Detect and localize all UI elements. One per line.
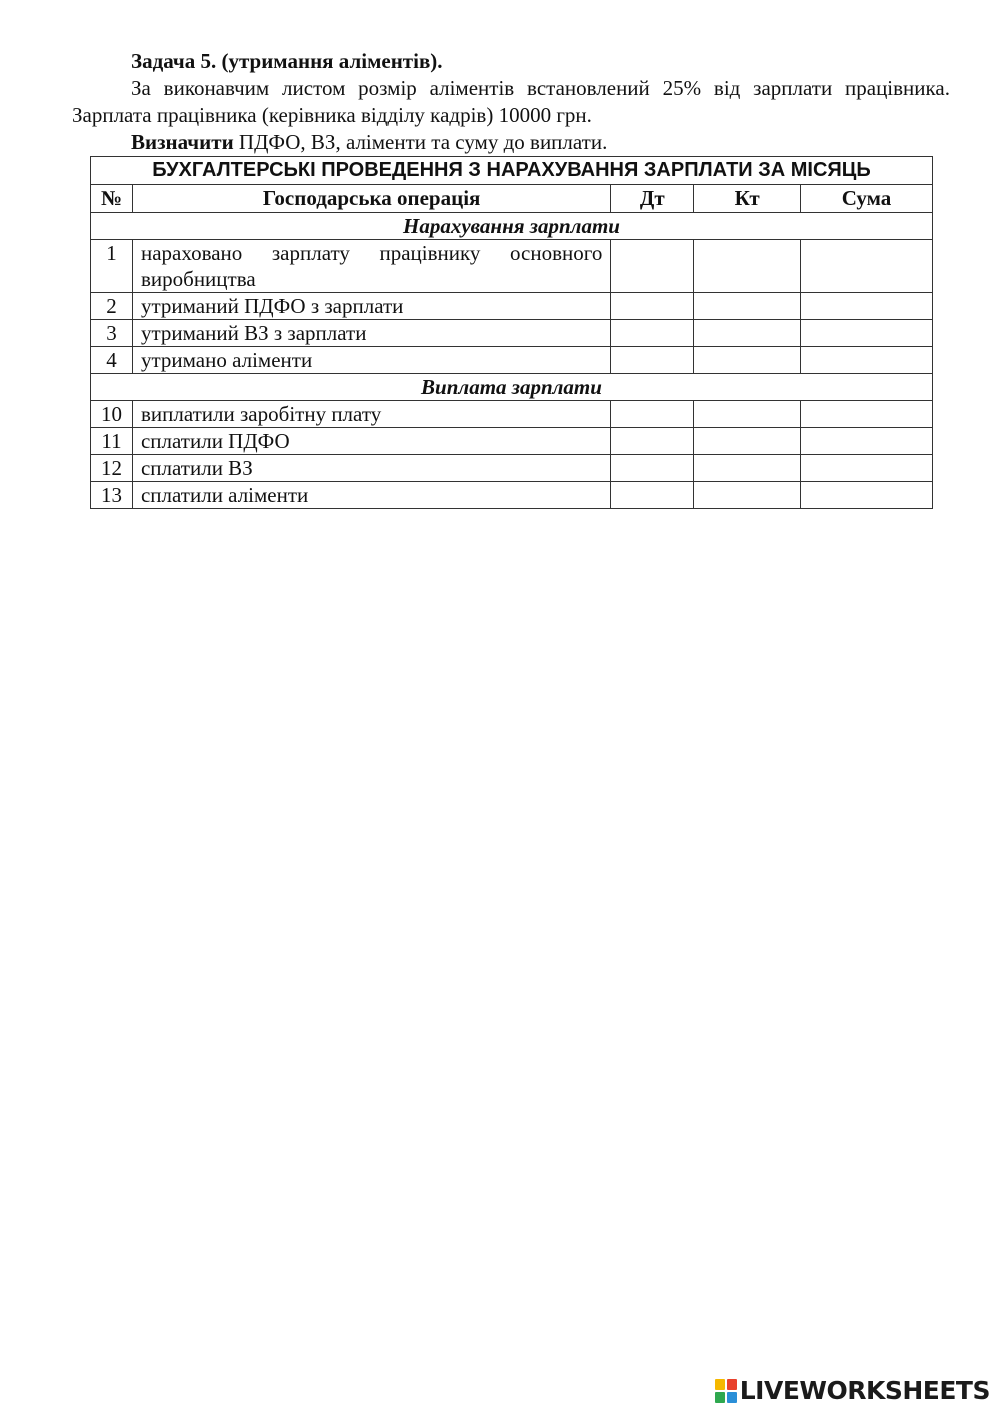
row-sum-cell[interactable] <box>801 455 933 482</box>
task-text: За виконавчим листом розмір аліментів встановлений 25% від зарплати працівника. Зарплата працівника (керівника відділу кадрів) 10000 грн. <box>72 76 950 127</box>
row-number: 1 <box>91 240 133 293</box>
table-row <box>91 455 933 482</box>
row-kt-cell[interactable] <box>694 320 801 347</box>
row-operation: сплатили ВЗ <box>132 455 610 482</box>
table-row <box>91 320 933 347</box>
table-row <box>91 240 933 293</box>
row-number: 3 <box>91 320 133 347</box>
table-title: БУХГАЛТЕРСЬКІ ПРОВЕДЕННЯ З НАРАХУВАННЯ ЗАРПЛАТИ ЗА МІСЯЦЬ <box>91 157 933 185</box>
row-dt-cell[interactable] <box>611 293 694 320</box>
header-kt: Кт <box>694 185 801 213</box>
row-kt-cell[interactable] <box>694 428 801 455</box>
table-row <box>91 428 933 455</box>
section-row <box>91 374 933 401</box>
row-dt-cell[interactable] <box>611 320 694 347</box>
liveworksheets-logo-icon <box>715 1379 737 1403</box>
row-number: 11 <box>91 428 133 455</box>
row-dt-cell[interactable] <box>611 428 694 455</box>
table-row <box>91 401 933 428</box>
row-sum-cell[interactable] <box>801 293 933 320</box>
task-title: Задача 5. (утримання аліментів). <box>131 49 443 73</box>
row-dt-cell[interactable] <box>611 347 694 374</box>
row-sum-cell[interactable] <box>801 401 933 428</box>
task-question-rest: ПДФО, ВЗ, аліменти та суму до виплати. <box>233 130 608 154</box>
row-number: 2 <box>91 293 133 320</box>
header-dt: Дт <box>611 185 694 213</box>
row-number: 10 <box>91 401 133 428</box>
row-operation: утримано аліменти <box>132 347 610 374</box>
row-dt-cell[interactable] <box>611 240 694 293</box>
row-kt-cell[interactable] <box>694 401 801 428</box>
row-sum-cell[interactable] <box>801 482 933 509</box>
row-kt-cell[interactable] <box>694 347 801 374</box>
logo-square <box>727 1392 737 1403</box>
header-num: № <box>91 185 133 213</box>
header-sum: Сума <box>801 185 933 213</box>
row-dt-cell[interactable] <box>611 482 694 509</box>
header-operation: Господарська операція <box>132 185 610 213</box>
task-question-bold: Визначити <box>131 130 234 154</box>
section-title: Нарахування зарплати <box>91 213 933 240</box>
row-operation: утриманий ПДФО з зарплати <box>132 293 610 320</box>
task-block <box>72 48 950 156</box>
row-number: 12 <box>91 455 133 482</box>
row-operation: утриманий ВЗ з зарплати <box>132 320 610 347</box>
row-kt-cell[interactable] <box>694 482 801 509</box>
row-sum-cell[interactable] <box>801 240 933 293</box>
table-row <box>91 293 933 320</box>
row-number: 13 <box>91 482 133 509</box>
row-dt-cell[interactable] <box>611 401 694 428</box>
liveworksheets-brand <box>715 1376 990 1405</box>
table-row <box>91 482 933 509</box>
logo-square <box>715 1379 725 1390</box>
table-title-row <box>91 157 933 185</box>
logo-square <box>727 1379 737 1390</box>
row-operation: сплатили аліменти <box>132 482 610 509</box>
row-kt-cell[interactable] <box>694 455 801 482</box>
row-operation: сплатили ПДФО <box>132 428 610 455</box>
section-row <box>91 213 933 240</box>
row-kt-cell[interactable] <box>694 240 801 293</box>
row-operation: виплатили заробітну плату <box>132 401 610 428</box>
row-operation: нараховано зарплату працівнику основного виробництва <box>132 240 610 293</box>
row-kt-cell[interactable] <box>694 293 801 320</box>
row-number: 4 <box>91 347 133 374</box>
row-sum-cell[interactable] <box>801 347 933 374</box>
row-sum-cell[interactable] <box>801 428 933 455</box>
row-dt-cell[interactable] <box>611 455 694 482</box>
section-title: Виплата зарплати <box>91 374 933 401</box>
logo-square <box>715 1392 725 1403</box>
task-question <box>72 129 950 156</box>
ledger-table <box>90 156 933 509</box>
table-header-row <box>91 185 933 213</box>
table-row <box>91 347 933 374</box>
brand-text: LIVEWORKSHEETS <box>739 1376 990 1405</box>
row-sum-cell[interactable] <box>801 320 933 347</box>
